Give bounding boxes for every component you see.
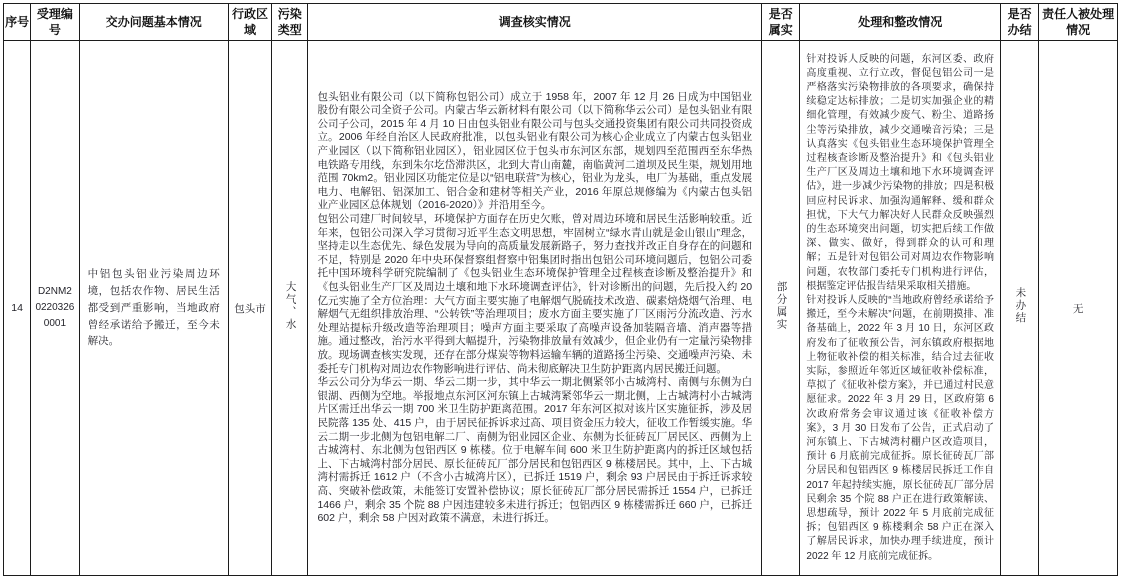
cell-rectification: [800, 41, 1001, 576]
header-investigation: 调查核实情况: [308, 4, 762, 41]
is-true-text: 部分属实: [775, 280, 788, 331]
cell-problem: 中铝包头铝业污染周边环境，包括农作物、居民生活都受到严重影响，当地政府曾经承诺给予搬迁，至今未解决。: [79, 41, 228, 576]
header-case-no: 受理编号: [31, 4, 79, 41]
cell-accountability: 无: [1039, 41, 1118, 576]
header-row: [4, 4, 1118, 41]
rectification-paragraph: 针对投诉人反映的“当地政府曾经承诺给予搬迁，至今未解决”问题，在前期摸排、准备基础上，2022 年 3 月 10 日，东河区政府发布了征收预公告，河东镇政府根据地上物征收补偿的相关标准，结合过去征收实际，参照近年邻近区域征收补偿标准，草拟了《征收补偿方案》，并已通过村民意愿征求。2022 年 3 月 29 日，区政府第 6 次政府常务会审议通过该《征收补偿方案》，3 月 30 日发布了公告，正式启动了河东镇上、下古城湾村棚户区改造项目，预计 6 月底前完成征拆。原长征砖瓦厂部分居民和包铝西区 9 栋楼居民拆迁工作自 2017 年起持续实施，原长征砖瓦厂部分居民剩余 35 个院 88 户正在进行政策解读、思想疏导，预计 2022 年 5 月底前完成征拆；包铝西区 9 栋楼剩余 58 户正在深入了解居民诉求，加快办理手续进度，预计 2022 年 12 月底前完成征拆。: [806, 294, 994, 562]
cell-is-true: [762, 41, 800, 576]
header-problem: 交办问题基本情况: [79, 4, 228, 41]
header-is-closed: 是否办结: [1001, 4, 1039, 41]
header-rectification: 处理和整改情况: [800, 4, 1001, 41]
investigation-paragraph: 包铝公司建厂时间较早，环境保护方面存在历史欠账，曾对周边环境和居民生活影响较重。近年来，包铝公司深入学习贯彻习近平生态文明思想，牢固树立“绿水青山就是金山银山”理念，坚持走以生态优先、绿色发展为导向的高质量发展新路子，努力查找并改正自身存在的问题和不足，特别是 2020 年中央环保督察组督察中铝集团时指出包铝公司环境问题后，包铝公司委托中国环境科学研究院编制了《包头铝业生态环境保护管理全过程核查诊断及整治提升》和《包头铝业生产厂区及周边土壤和地下水环境调查评估》，针对诊断出的问题，先后投入约 20 亿元实施了全方位治理：大气方面主要实施了电解烟气脱硫技术改造、碳素焙烧烟气治理、电解烟气无组织排放治理、“公转铁”等治理项目；废水方面主要实施了厂区雨污分流改造、污水处理站提标升级改造等治理项目；噪声方面主要采取了高噪声设备加装隔音墙、消声器等措施。通过整改，治污水平得到大幅提升，污染物排放量有效减少，但企业仍有一定量污染物排放。现场调查核实发现，还存在部分煤炭等物料运输车辆的道路扬尘污染、交通噪声污染、未委托专门机构对周边农作物影响进行评估、尚未彻底解决卫生防护距离内居民搬迁问题。: [317, 213, 753, 375]
table-row: [4, 41, 1118, 576]
cell-investigation: [308, 41, 762, 576]
complaint-ledger-table: [3, 3, 1118, 576]
pollution-type-text: 大气、水: [284, 280, 297, 331]
header-pollution-type: 污染类型: [272, 4, 308, 41]
cell-case-no: D2NM202203260001: [31, 41, 79, 576]
cell-pollution-type: [272, 41, 308, 576]
cell-serial-no: 14: [4, 41, 31, 576]
is-closed-text: 未办结: [1014, 286, 1027, 325]
rectification-paragraph: 针对投诉人反映的问题，东河区委、政府高度重视、立行立改，督促包铝公司一是严格落实污染物排放的各项要求，确保持续稳定达标排放；二是切实加强企业的精细化管理，有效减少废气、粉尘、道路扬尘等污染排放，减少交通噪音污染；三是认真落实《包头铝业生态环境保护管理全过程核查诊断及整治提升》和《包头铝业生产厂区及周边土壤和地下水环境调查评估》，进一步减少污染物的排放；四是积极回应村民诉求、加强沟通解释、缓和群众担忧，下大气力解决好人民群众反映强烈的生态环境突出问题，切实把后续工作做深、做实、做好，得到群众的认可和理解；五是针对包铝公司对周边农作物影响问题，农牧部门委托专门机构进行评估，根据鉴定评估报告结果采取相关措施。: [806, 53, 994, 292]
header-accountability: 责任人被处理情况: [1039, 4, 1118, 41]
cell-is-closed: [1001, 41, 1039, 576]
investigation-paragraph: 包头铝业有限公司（以下简称包铝公司）成立于 1958 年，2007 年 12 月 26 日成为中国铝业股份有限公司全资子公司。内蒙古华云新材料有限公司（以下简称华云公司）是包头铝业有限公司子公司，2015 年 4 月 10 日由包头铝业有限公司与包头交通投资集团有限公司共同投资成立。2006 年经自治区人民政府批准，以包头铝业有限公司为核心企业成立了内蒙古包头铝业产业园区（以下简称铝业园区），铝业园区位于包头市东河区东部，规划四至范围西至东华热电铁路专用线，东到朱尔圪岱滞洪区，北到大青山南麓，南临黄河二道坝及民生渠，规划用地范围 70km2。铝业园区功能定位是以“铝电联营”为核心，铝业为龙头，电厂为基础，重点发展电力、电解铝、铝深加工、铝合金和建材等相关产业，2016 年原总规修编为《内蒙古包头铝业产业园区总体规划（2016-2020）》并沿用至今。: [317, 90, 753, 212]
header-serial-no: 序号: [4, 4, 31, 41]
header-region: 行政区域: [228, 4, 271, 41]
investigation-paragraph: 华云公司分为华云一期、华云二期一步，其中华云一期北侧紧邻小古城湾村、南侧与东侧为白银湖、西侧为空地。举报地点东河区河东镇上古城湾紧邻华云一期北侧，上古城湾村小古城湾片区需迁出华云一期 700 米卫生防护距离范围。2017 年东河区拟对该片区实施征拆，涉及居民院落 135 处、415 户，由于居民征拆诉求过高、项目资金压力较大，征收工作暂缓实施。华云二期一步北侧为包铝电解二厂、南侧为铝业园区企业、东侧为长征砖瓦厂居民区、西侧为上古城湾村、东北侧为包铝西区 9 栋楼。位于电解车间 600 米卫生防护距离内的拆迁区域包括上、下古城湾村部分居民、原长征砖瓦厂部分居民和包铝西区 9 栋楼居民。其中，上、下古城湾村需拆迁 1612 户（不含小古城湾片区），已拆迁 1519 户，剩余 93 户居民由于拆迁诉求较高、突破补偿政策，未能签订安置补偿协议；原长征砖瓦厂部分居民需拆迁 1554 户，已拆迁 1466 户，剩余 35 个院 88 户因违建较多未进行拆迁；包铝西区 9 栋楼需拆迁 660 户，已拆迁 602 户，剩余 58 户因对政策不满意，未进行拆迁。: [317, 376, 753, 525]
header-is-true: 是否属实: [762, 4, 800, 41]
cell-region: 包头市: [228, 41, 271, 576]
